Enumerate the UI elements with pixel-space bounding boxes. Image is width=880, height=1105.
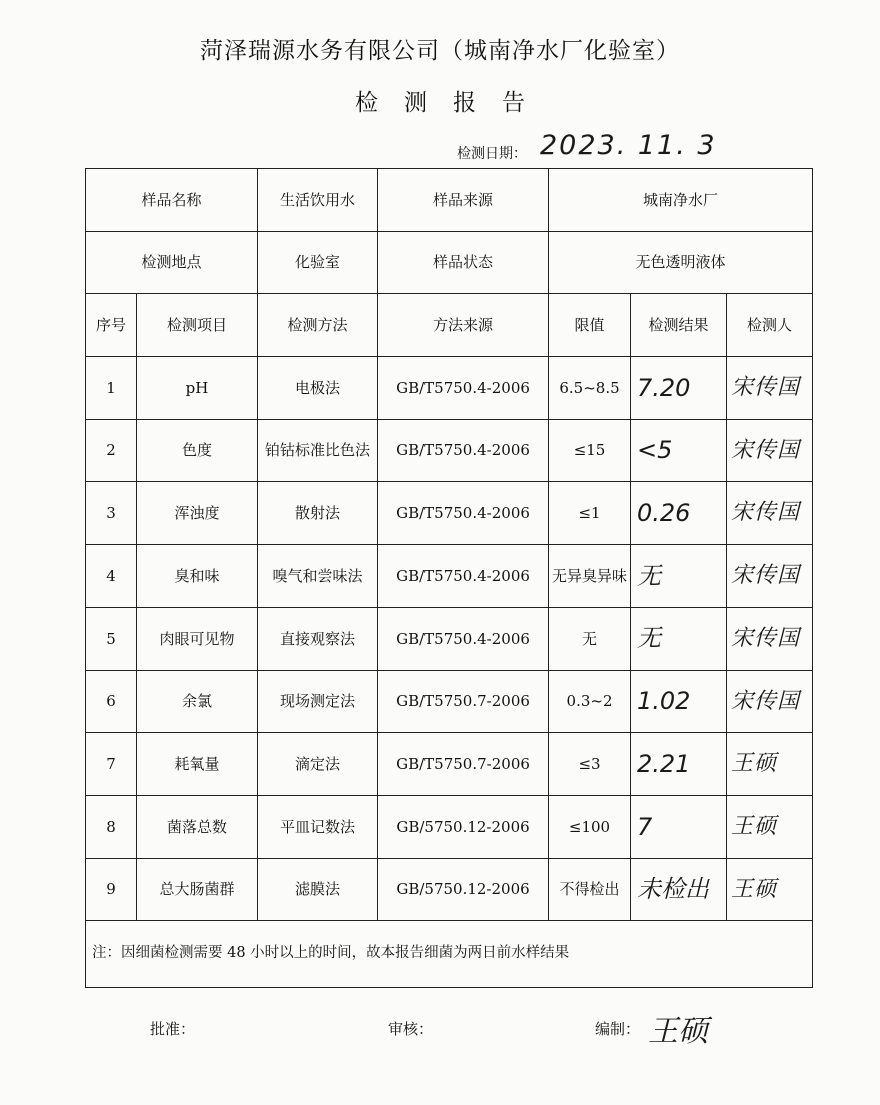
- table-row: [86, 795, 813, 858]
- col-header-item: 检测项目: [137, 294, 258, 357]
- method-source: GB/T5750.4-2006: [378, 482, 549, 545]
- report-title: 菏泽瑞源水务有限公司（城南净水厂化验室）: [200, 38, 680, 64]
- method-source: GB/5750.12-2006: [378, 858, 549, 921]
- sample-name-value: 生活饮用水: [258, 169, 378, 232]
- limit-value: 不得检出: [549, 858, 631, 921]
- test-item: pH: [137, 357, 258, 420]
- test-item: 浑浊度: [137, 482, 258, 545]
- test-method: 直接观察法: [258, 607, 378, 670]
- test-date-value: 2023. 11. 3: [540, 130, 717, 161]
- col-header-method: 检测方法: [258, 294, 378, 357]
- test-item: 菌落总数: [137, 795, 258, 858]
- limit-value: ≤100: [549, 795, 631, 858]
- test-item: 臭和味: [137, 545, 258, 608]
- test-method: 平皿记数法: [258, 795, 378, 858]
- sample-state-label: 样品状态: [378, 231, 549, 294]
- test-method: 现场测定法: [258, 670, 378, 733]
- note-row: [86, 921, 813, 988]
- location-label: 检测地点: [86, 231, 258, 294]
- tester-name: 宋传国: [727, 607, 813, 670]
- limit-value: ≤1: [549, 482, 631, 545]
- test-result: 0.26: [631, 482, 727, 545]
- limit-value: 无异臭异味: [549, 545, 631, 608]
- sample-state-value: 无色透明液体: [549, 231, 813, 294]
- approve-label: 批准：: [150, 1020, 196, 1038]
- row-number: 7: [86, 733, 137, 796]
- location-value: 化验室: [258, 231, 378, 294]
- table-row: [86, 419, 813, 482]
- row-number: 9: [86, 858, 137, 921]
- test-item: 耗氧量: [137, 733, 258, 796]
- method-source: GB/T5750.4-2006: [378, 545, 549, 608]
- test-result: 未检出: [631, 858, 727, 921]
- column-header-row: [86, 294, 813, 357]
- report-note: 注：因细菌检测需要 48 小时以上的时间，故本报告细菌为两日前水样结果: [86, 921, 813, 988]
- test-result: 1.02: [631, 670, 727, 733]
- test-method: 滤膜法: [258, 858, 378, 921]
- compile-label: 编制：: [595, 1020, 641, 1038]
- tester-name: 宋传国: [727, 357, 813, 420]
- col-header-no: 序号: [86, 294, 137, 357]
- table-row: [86, 545, 813, 608]
- tester-name: 王硕: [727, 858, 813, 921]
- tester-name: 宋传国: [727, 419, 813, 482]
- test-method: 嗅气和尝味法: [258, 545, 378, 608]
- method-source: GB/T5750.4-2006: [378, 357, 549, 420]
- method-source: GB/T5750.7-2006: [378, 733, 549, 796]
- tester-name: 宋传国: [727, 670, 813, 733]
- limit-value: 6.5~8.5: [549, 357, 631, 420]
- info-row-2: [86, 231, 813, 294]
- row-number: 3: [86, 482, 137, 545]
- test-result: 7.20: [631, 357, 727, 420]
- limit-value: 0.3~2: [549, 670, 631, 733]
- table-row: [86, 733, 813, 796]
- test-result: 无: [631, 545, 727, 608]
- report-subtitle: 检测报告: [355, 90, 551, 116]
- row-number: 6: [86, 670, 137, 733]
- row-number: 2: [86, 419, 137, 482]
- tester-name: 王硕: [727, 795, 813, 858]
- tester-name: 宋传国: [727, 545, 813, 608]
- col-header-tester: 检测人: [727, 294, 813, 357]
- test-item: 色度: [137, 419, 258, 482]
- test-method: 散射法: [258, 482, 378, 545]
- test-date-label: 检测日期：: [457, 146, 527, 162]
- col-header-limit: 限值: [549, 294, 631, 357]
- row-number: 1: [86, 357, 137, 420]
- method-source: GB/T5750.7-2006: [378, 670, 549, 733]
- limit-value: ≤3: [549, 733, 631, 796]
- sample-name-label: 样品名称: [86, 169, 258, 232]
- col-header-source: 方法来源: [378, 294, 549, 357]
- row-number: 8: [86, 795, 137, 858]
- compile-signature: 王硕: [648, 1014, 708, 1049]
- test-result: <5: [631, 419, 727, 482]
- test-item: 余氯: [137, 670, 258, 733]
- col-header-result: 检测结果: [631, 294, 727, 357]
- table-row: [86, 607, 813, 670]
- test-item: 肉眼可见物: [137, 607, 258, 670]
- method-source: GB/T5750.4-2006: [378, 419, 549, 482]
- tester-name: 宋传国: [727, 482, 813, 545]
- limit-value: 无: [549, 607, 631, 670]
- test-result: 2.21: [631, 733, 727, 796]
- report-table: [85, 168, 813, 988]
- table-row: [86, 357, 813, 420]
- sample-source-label: 样品来源: [378, 169, 549, 232]
- row-number: 5: [86, 607, 137, 670]
- test-item: 总大肠菌群: [137, 858, 258, 921]
- test-method: 铂钴标准比色法: [258, 419, 378, 482]
- info-row-1: [86, 169, 813, 232]
- test-result: 无: [631, 607, 727, 670]
- test-result: 7: [631, 795, 727, 858]
- test-method: 滴定法: [258, 733, 378, 796]
- table-row: [86, 482, 813, 545]
- sample-source-value: 城南净水厂: [549, 169, 813, 232]
- table-row: [86, 670, 813, 733]
- method-source: GB/T5750.4-2006: [378, 607, 549, 670]
- row-number: 4: [86, 545, 137, 608]
- test-method: 电极法: [258, 357, 378, 420]
- tester-name: 王硕: [727, 733, 813, 796]
- table-row: [86, 858, 813, 921]
- method-source: GB/5750.12-2006: [378, 795, 549, 858]
- limit-value: ≤15: [549, 419, 631, 482]
- review-label: 审核：: [388, 1020, 434, 1038]
